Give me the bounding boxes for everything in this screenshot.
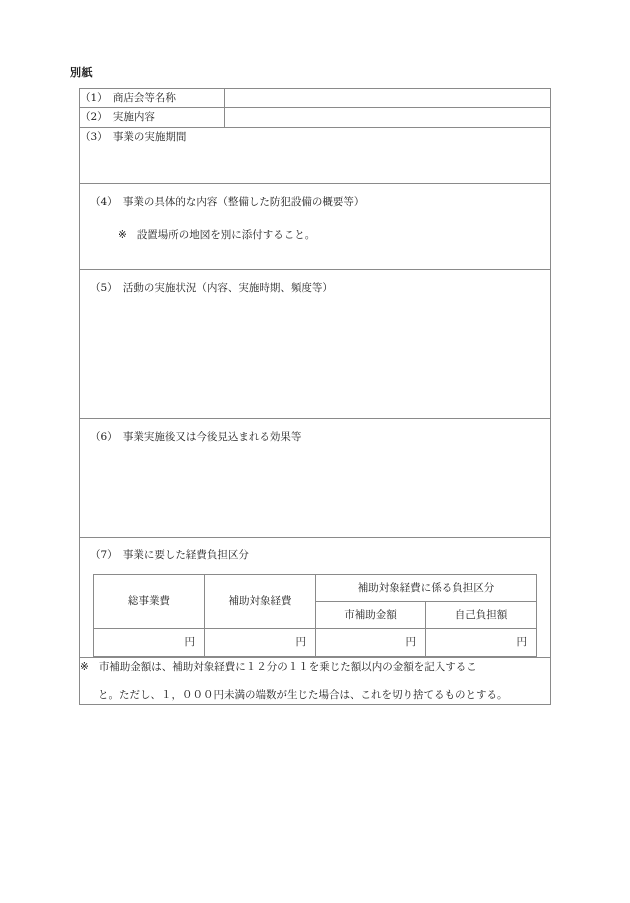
field-value-shop-association-name[interactable] <box>225 89 551 108</box>
field-label-activity-status: （5） 活動の実施状況（内容、実施時期、頻度等） <box>90 281 333 294</box>
field-value-implementation-content[interactable] <box>225 108 551 127</box>
table-row-activity-status <box>80 269 551 418</box>
field-expected-effects[interactable] <box>80 418 551 537</box>
reference-mark-icon: ※ <box>118 228 127 241</box>
cost-value-subsidy-target-cost[interactable]: 円 <box>205 628 316 656</box>
cost-header-subsidy-target-cost: 補助対象経費 <box>205 574 316 628</box>
cost-header-burden-division-group: 補助対象経費に係る負担区分 <box>316 574 537 601</box>
field-specific-content[interactable] <box>80 183 551 269</box>
table-row-footnote <box>80 657 551 705</box>
cost-header-self-burden: 自己負担額 <box>426 601 537 628</box>
page-title: 別紙 <box>70 66 93 79</box>
table-row-shop-association-name <box>80 89 551 108</box>
field-label-specific-content: （4） 事業の具体的な内容（整備した防犯設備の概要等） <box>90 195 365 208</box>
table-row-cost-breakdown <box>80 537 551 657</box>
cost-header-city-subsidy: 市補助金額 <box>316 601 426 628</box>
field-label-cost-breakdown: （7） 事業に要した経費負担区分 <box>90 548 249 561</box>
cost-value-self-burden[interactable]: 円 <box>426 628 537 656</box>
field-label-expected-effects: （6） 事業実施後又は今後見込まれる効果等 <box>90 430 302 443</box>
footnote-cell <box>80 657 551 705</box>
field-note-map-attachment <box>90 226 550 244</box>
table-row-implementation-content <box>80 108 551 127</box>
field-implementation-period[interactable] <box>80 127 551 183</box>
table-row-expected-effects <box>80 418 551 537</box>
field-note-text: 設置場所の地図を別に添付すること。 <box>136 228 316 241</box>
field-label-implementation-content: （2） 実施内容 <box>80 108 225 127</box>
field-label-implementation-period: （3） 事業の実施期間 <box>80 130 187 143</box>
field-cost-breakdown <box>80 537 551 657</box>
cost-table-header-row-1 <box>94 574 537 601</box>
footnote-line-1-text: 市補助金額は、補助対象経費に１２分の１１を乗じた額以内の金額を記入するこ <box>98 660 477 673</box>
cost-breakdown-table <box>93 574 537 657</box>
cost-value-total-cost[interactable]: 円 <box>94 628 205 656</box>
cost-value-city-subsidy[interactable]: 円 <box>316 628 426 656</box>
field-label-shop-association-name: （1） 商店会等名称 <box>80 89 225 108</box>
table-row-specific-content <box>80 183 551 269</box>
footnote-line-1 <box>80 658 550 676</box>
cost-table-row <box>94 628 537 656</box>
reference-mark-icon: ※ <box>80 660 89 673</box>
table-row-implementation-period <box>80 127 551 183</box>
cost-header-total-cost: 総事業費 <box>94 574 205 628</box>
application-form-table <box>79 88 551 705</box>
footnote-line-2: と。ただし、１，０００円未満の端数が生じた場合は、これを切り捨てるものとする。 <box>98 688 508 701</box>
field-activity-status[interactable] <box>80 269 551 418</box>
